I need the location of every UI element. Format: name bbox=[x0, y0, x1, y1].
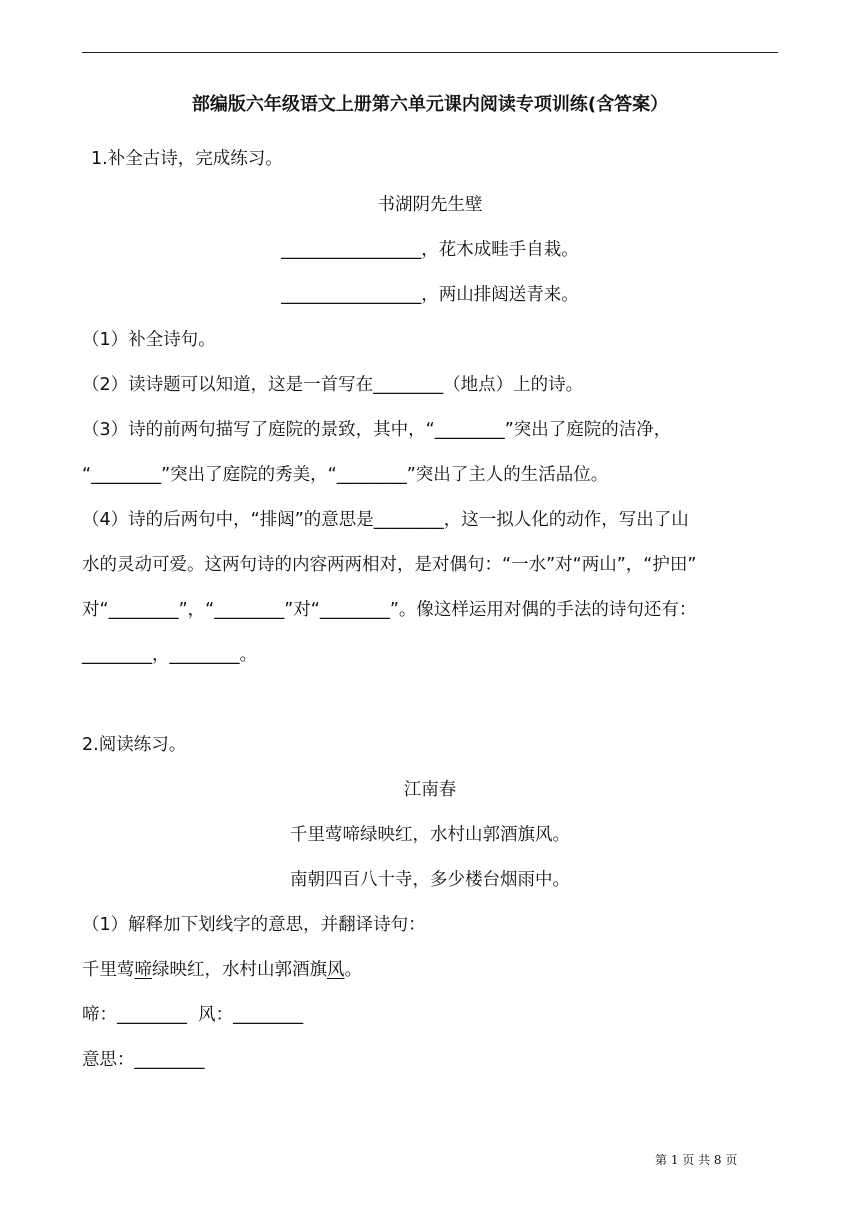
q2-quoted-line bbox=[82, 958, 362, 982]
quote-part: 绿映红，水村山郭酒旗 bbox=[152, 960, 327, 980]
q2-meaning-blank: 意思：________ bbox=[82, 1050, 205, 1070]
quote-part: 。 bbox=[344, 960, 362, 980]
q2-sub-1: （1）解释加下划线字的意思，并翻译诗句： bbox=[82, 915, 426, 935]
q1-sub-4-line-2: 水的灵动可爱。这两句诗的内容两两相对，是对偶句：“一水”对“两山”，“护田” bbox=[82, 555, 697, 575]
q1-sub-2: （2）读诗题可以知道，这是一首写在________（地点）上的诗。 bbox=[82, 375, 584, 395]
underlined-char-feng: 风 bbox=[327, 960, 345, 980]
q1-sub-3-line-2: “________”突出了庭院的秀美，“________”突出了主人的生活品位。 bbox=[82, 465, 609, 485]
poem-1-line-2: ________________，两山排闼送青来。 bbox=[281, 285, 579, 305]
question-2-heading: 2.阅读练习。 bbox=[82, 735, 187, 755]
question-1-heading: 1.补全古诗，完成练习。 bbox=[91, 149, 283, 169]
q1-sub-4-line-1: （4）诗的后两句中，“排闼”的意思是________，这一拟人化的动作，写出了山 bbox=[82, 510, 689, 530]
poem-1-line-1: ________________，花木成畦手自栽。 bbox=[281, 240, 579, 260]
quote-part: 千里莺 bbox=[82, 960, 135, 980]
q1-sub-3-line-1: （3）诗的前两句描写了庭院的景致，其中，“________”突出了庭院的洁净， bbox=[82, 420, 672, 440]
poem-2-title: 江南春 bbox=[403, 780, 457, 800]
underlined-char-ti: 啼 bbox=[134, 960, 152, 980]
poem-2-line-1: 千里莺啼绿映红，水村山郭酒旗风。 bbox=[290, 825, 570, 845]
q2-word-blanks: 啼：________ 风：________ bbox=[82, 1005, 304, 1025]
poem-1-title: 书湖阴先生壁 bbox=[377, 195, 483, 215]
q1-sub-4-line-3: 对“________”，“________”对“________”。像这样运用对偶的手法的诗句还有： bbox=[82, 600, 697, 620]
page-title: 部编版六年级语文上册第六单元课内阅读专项训练(含答案） bbox=[191, 94, 669, 115]
page-number: 第 1 页 共 8 页 bbox=[655, 1153, 738, 1167]
header-rule bbox=[82, 52, 778, 53]
q1-sub-1: （1）补全诗句。 bbox=[82, 330, 216, 350]
poem-2-line-2: 南朝四百八十寺，多少楼台烟雨中。 bbox=[290, 870, 570, 890]
q1-sub-4-line-4: ________，________。 bbox=[82, 645, 257, 665]
